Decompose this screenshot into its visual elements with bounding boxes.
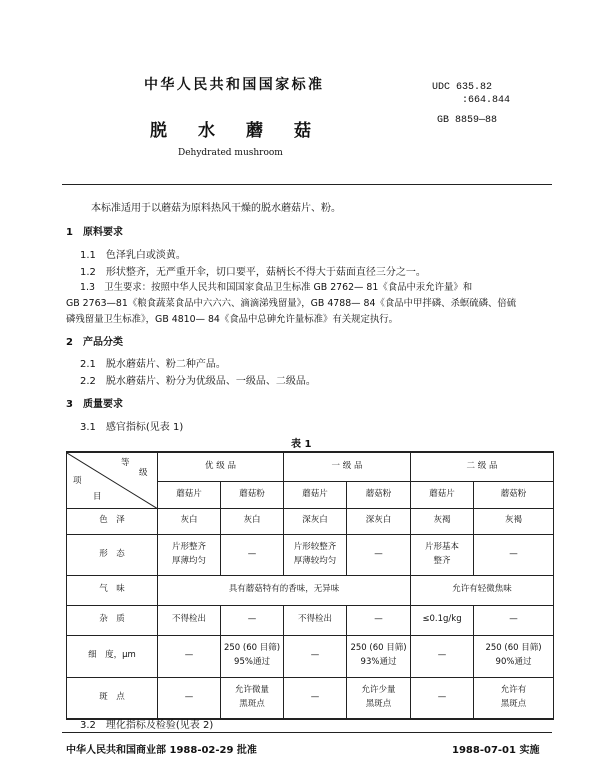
table-cell: — bbox=[411, 635, 474, 677]
udc-code-line1: UDC 635.82 bbox=[432, 82, 493, 93]
table1-caption: 表 1 bbox=[291, 439, 312, 450]
row-label: 形 态 bbox=[67, 534, 158, 575]
paragraph-1-3-line1: 1.3 卫生要求：按照中华人民共和国国家食品卫生标准 GB 2762— 81《食品中汞允许量》和 bbox=[80, 282, 473, 293]
table-cell: 不得检出 bbox=[158, 605, 221, 635]
subhead-powder: 蘑菇粉 bbox=[347, 481, 411, 508]
table-cell: — bbox=[158, 677, 221, 719]
section-heading-3: 3 质量要求 bbox=[66, 399, 123, 410]
table-cell: ≤0.1g/kg bbox=[411, 605, 474, 635]
paragraph-2-2: 2.2 脱水蘑菇片、粉分为优级品、一级品、二级品。 bbox=[80, 376, 316, 387]
table-cell: 250 (60 目筛) 90%通过 bbox=[474, 635, 554, 677]
paragraph-1-1: 1.1 色泽乳白或淡黄。 bbox=[80, 250, 186, 261]
table-row-odor bbox=[67, 575, 554, 605]
table-cell-merged: 具有蘑菇特有的香味，无异味 bbox=[158, 575, 411, 605]
subhead-powder: 蘑菇粉 bbox=[221, 481, 284, 508]
table-cell: — bbox=[284, 677, 347, 719]
table-row-color bbox=[67, 508, 554, 534]
table-cell: — bbox=[474, 534, 554, 575]
table-cell: 灰褐 bbox=[474, 508, 554, 534]
table-header-row bbox=[67, 452, 554, 481]
table-cell: 灰白 bbox=[221, 508, 284, 534]
table-cell: — bbox=[474, 605, 554, 635]
paragraph-3-1: 3.1 感官指标(见表 1) bbox=[80, 422, 184, 433]
table-cell: 片形整齐 厚薄均匀 bbox=[158, 534, 221, 575]
standard-name: 中华人民共和国国家标准 bbox=[144, 77, 325, 93]
table-cell: 允许微量 黑斑点 bbox=[221, 677, 284, 719]
row-label: 斑 点 bbox=[67, 677, 158, 719]
implementation-date: 1988-07-01 实施 bbox=[452, 745, 540, 756]
subhead-slice: 蘑菇片 bbox=[158, 481, 221, 508]
table-cell: — bbox=[158, 635, 221, 677]
table-cell: 灰白 bbox=[158, 508, 221, 534]
document-title: 脱水蘑菇 bbox=[150, 121, 342, 141]
table-1 bbox=[66, 451, 554, 720]
paragraph-1-3-line3: 磷残留量卫生标准》，GB 4810— 84《食品中总砷允许量标准》有关规定执行。 bbox=[66, 314, 399, 325]
table-row-spots bbox=[67, 677, 554, 719]
corner-item-label-2: 目 bbox=[93, 492, 102, 502]
table-cell: 片形基本 整齐 bbox=[411, 534, 474, 575]
subhead-slice: 蘑菇片 bbox=[284, 481, 347, 508]
table-cell: 允许少量 黑斑点 bbox=[347, 677, 411, 719]
footer-divider bbox=[62, 732, 552, 733]
row-label: 色 泽 bbox=[67, 508, 158, 534]
row-label: 气 味 bbox=[67, 575, 158, 605]
table-row-shape bbox=[67, 534, 554, 575]
gb-number: GB 8859—88 bbox=[437, 115, 498, 126]
table-cell: 深灰白 bbox=[284, 508, 347, 534]
grade-premium: 优 级 品 bbox=[158, 452, 284, 481]
row-label: 细 度，μm bbox=[67, 635, 158, 677]
table-cell: 不得检出 bbox=[284, 605, 347, 635]
header-divider bbox=[62, 184, 552, 185]
table-cell: — bbox=[347, 534, 411, 575]
intro-paragraph: 本标准适用于以蘑菇为原料热风干燥的脱水蘑菇片、粉。 bbox=[91, 203, 341, 214]
table-row-impurity bbox=[67, 605, 554, 635]
english-title: Dehydrated mushroom bbox=[178, 148, 283, 158]
corner-grade-label-2: 级 bbox=[139, 468, 148, 478]
corner-grade-label: 等 bbox=[121, 458, 130, 468]
paragraph-1-3-line2: GB 2763—81《粮食蔬菜食品中六六六、滴滴涕残留量》，GB 4788— 84《食品中甲拌磷、杀螟硫磷、倍硫 bbox=[66, 298, 517, 309]
section-heading-1: 1 原料要求 bbox=[66, 227, 123, 238]
udc-code-line2: :664.844 bbox=[462, 95, 511, 106]
section-heading-2: 2 产品分类 bbox=[66, 337, 123, 348]
grade-second: 二 级 品 bbox=[411, 452, 554, 481]
table-cell: — bbox=[411, 677, 474, 719]
table-corner-cell bbox=[67, 452, 158, 508]
corner-item-label: 项 bbox=[73, 476, 82, 486]
table-cell: — bbox=[347, 605, 411, 635]
subhead-slice: 蘑菇片 bbox=[411, 481, 474, 508]
grade-first: 一 级 品 bbox=[284, 452, 411, 481]
table-cell: 允许有 黑斑点 bbox=[474, 677, 554, 719]
paragraph-1-2: 1.2 形状整齐，无严重开伞，切口要平，菇柄长不得大于菇面直径三分之一。 bbox=[80, 267, 426, 278]
table-cell: 250 (60 目筛) 93%通过 bbox=[347, 635, 411, 677]
table-cell: — bbox=[284, 635, 347, 677]
table-cell: — bbox=[221, 534, 284, 575]
table-cell: 250 (60 目筛) 95%通过 bbox=[221, 635, 284, 677]
table-cell-merged: 允许有轻微焦味 bbox=[411, 575, 554, 605]
table-row-fineness bbox=[67, 635, 554, 677]
paragraph-2-1: 2.1 脱水蘑菇片、粉二种产品。 bbox=[80, 359, 226, 370]
table-cell: 片形较整齐 厚薄较均匀 bbox=[284, 534, 347, 575]
table-cell: — bbox=[221, 605, 284, 635]
paragraph-3-2: 3.2 理化指标及检验(见表 2) bbox=[80, 720, 214, 731]
subhead-powder: 蘑菇粉 bbox=[474, 481, 554, 508]
row-label: 杂 质 bbox=[67, 605, 158, 635]
approval-line: 中华人民共和国商业部 1988-02-29 批准 bbox=[66, 745, 257, 756]
table-cell: 灰褐 bbox=[411, 508, 474, 534]
table-cell: 深灰白 bbox=[347, 508, 411, 534]
